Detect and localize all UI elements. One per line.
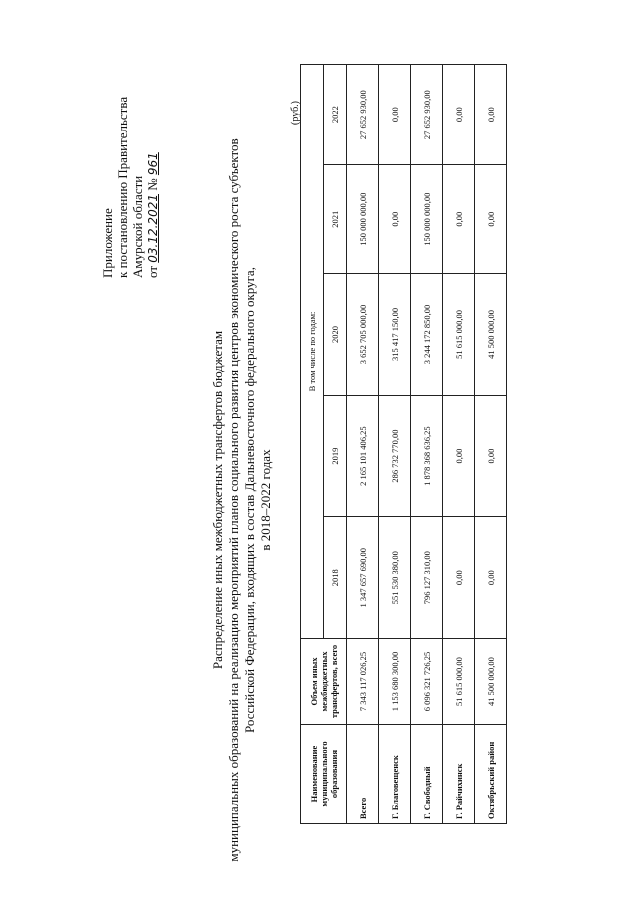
row-year-value: 3 244 172 850,00	[411, 274, 443, 396]
title-line-2: муниципальных образований на реализацию мероприятий планов социального развития центров экономического роста субъектов	[226, 138, 241, 862]
transfers-table	[300, 64, 507, 824]
row-year-value: 315 417 150,00	[379, 274, 411, 396]
row-year-value: 0,00	[475, 517, 507, 639]
year-header: 2021	[324, 165, 347, 274]
row-year-value: 796 127 310,00	[411, 517, 443, 639]
row-total: 41 500 000,00	[475, 639, 507, 725]
table-row	[411, 65, 443, 824]
date-prefix: от	[145, 265, 160, 278]
table-body	[347, 65, 507, 824]
header-total: Объем иных межбюджетных трансфертов, всего	[301, 639, 347, 725]
table-row	[347, 65, 379, 824]
row-year-value: 150 000 000,00	[411, 165, 443, 274]
row-year-value: 3 652 705 000,00	[347, 274, 379, 396]
document-title	[210, 135, 274, 865]
row-total: 7 343 117 026,25	[347, 639, 379, 725]
row-year-value: 0,00	[443, 65, 475, 165]
row-name: Г. Свободный	[411, 725, 443, 824]
row-year-value: 150 000 000,00	[347, 165, 379, 274]
row-total: 6 096 321 726,25	[411, 639, 443, 725]
title-line-4: в 2018–2022 годах	[258, 449, 273, 551]
number-value: 961	[146, 152, 160, 176]
row-name: Г. Райчихинск	[443, 725, 475, 824]
year-header: 2018	[324, 517, 347, 639]
header-years-group: В том числе по годам:	[301, 65, 324, 639]
table-row	[443, 65, 475, 824]
row-year-value: 1 347 657 690,00	[347, 517, 379, 639]
row-year-value: 2 165 101 406,25	[347, 395, 379, 517]
row-year-value: 0,00	[475, 165, 507, 274]
row-year-value: 0,00	[379, 65, 411, 165]
row-year-value: 41 500 000,00	[475, 274, 507, 396]
row-year-value: 286 732 770,00	[379, 395, 411, 517]
row-year-value: 0,00	[443, 517, 475, 639]
title-line-1: Распределение иных межбюджетных трансфертов бюджетам	[210, 330, 225, 670]
row-year-value: 27 652 930,00	[411, 65, 443, 165]
row-year-value: 551 530 380,00	[379, 517, 411, 639]
row-total: 51 615 000,00	[443, 639, 475, 725]
row-year-value: 0,00	[475, 65, 507, 165]
row-year-value: 0,00	[443, 165, 475, 274]
row-year-value: 1 878 368 636,25	[411, 395, 443, 517]
row-year-value: 0,00	[475, 395, 507, 517]
title-line-3: Российской Федерации, входящих в состав Дальневосточного федерального округа,	[242, 267, 257, 733]
appendix-block	[100, 28, 161, 278]
header-name: Наименование муниципального образования	[301, 725, 347, 824]
row-year-value: 27 652 930,00	[347, 65, 379, 165]
row-name: Октябрьский район	[475, 725, 507, 824]
row-year-value: 0,00	[379, 165, 411, 274]
table-row	[475, 65, 507, 824]
year-header: 2020	[324, 274, 347, 396]
unit-label: (руб.)	[290, 101, 301, 125]
row-year-value: 0,00	[443, 395, 475, 517]
row-name: Всего	[347, 725, 379, 824]
row-name: Г. Благовещенск	[379, 725, 411, 824]
row-total: 1 153 680 300,00	[379, 639, 411, 725]
year-header: 2022	[324, 65, 347, 165]
row-year-value: 51 615 000,00	[443, 274, 475, 396]
year-header: 2019	[324, 395, 347, 517]
appendix-line-1: Приложение	[100, 208, 115, 278]
appendix-date-line	[145, 28, 161, 278]
table-row	[379, 65, 411, 824]
date-value: 03.12.2021	[146, 194, 160, 263]
appendix-line-2: к постановлению Правительства	[115, 96, 130, 278]
appendix-line-3: Амурской области	[130, 175, 145, 278]
number-prefix: №	[145, 178, 160, 191]
